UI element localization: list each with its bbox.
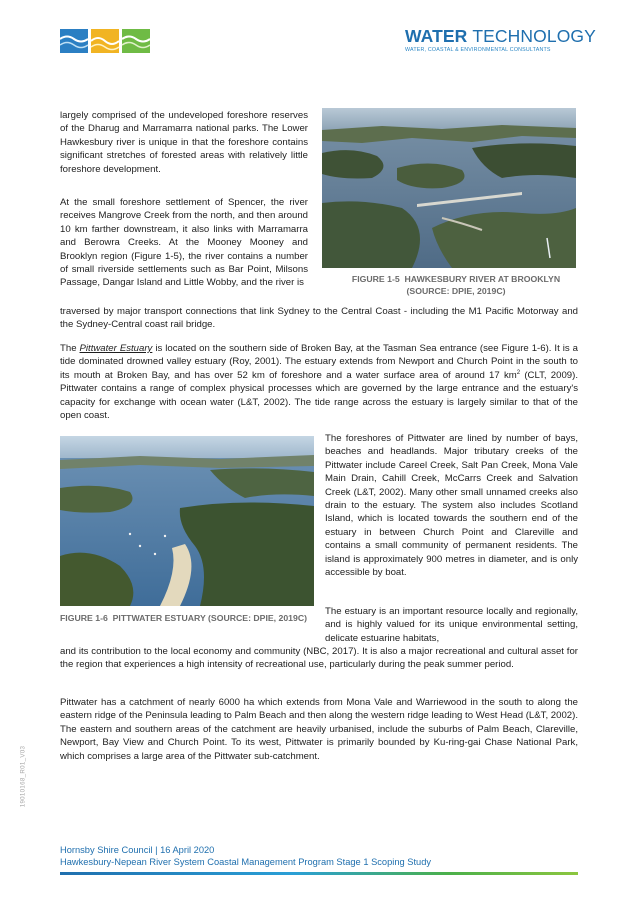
brand-title: WATER TECHNOLOGY bbox=[405, 26, 596, 46]
company-logo-graphic bbox=[60, 27, 150, 55]
paragraph-lower-hawkesbury: largely comprised of the undeveloped foreshore reserves of the Dharug and Marramarra national parks. The Lower Hawkesbury river is unique in that the foreshore contains significant stretches of forested areas with relatively little foreshore development. bbox=[60, 110, 308, 175]
footer-report-title: Hawkesbury-Nepean River System Coastal Management Program Stage 1 Scoping Study bbox=[60, 856, 432, 867]
footer-divider bbox=[60, 872, 578, 875]
paragraph-spencer: At the small foreshore settlement of Spencer, the river receives Mangrove Creek from the north, and then around 10 km farther downstream, it also links with Marramarra and Berowra Creeks. At the Mooney Mooney and Brooklyn region (Figure 1-5), the river contains a number of small riverside settlements such as Bar Point, Milsons Passage, Dangar Island and Little Wobby, and the river is bbox=[60, 197, 308, 289]
brand-logo bbox=[405, 26, 596, 53]
figure-1-5-caption: FIGURE 1-5 HAWKESBURY RIVER AT BROOKLYN (SOURCE: DPIE, 2019C) bbox=[351, 274, 561, 296]
photo-pittwater-estuary bbox=[60, 436, 314, 606]
paragraph-pittwater-estuary: The Pittwater Estuary is located on the southern side of Broken Bay, at the Tasman Sea entrance (see Figure 1-6). It is a tide dominated drowned valley estuary (Roy, 2001). The estuary extends from Newport and Church Point in the south to its mouth at Broken Bay, and has over 52 km of foreshore and a water surface area of around 17 $km^2$ (CLT, 2009). Pittwater contains a range of complex physical processes which are governed by the large entrance and the estuary's capacity for exchange with ocean water (L&T, 2002). The tide range across the estuary is largely similar to that of the open coast. bbox=[60, 343, 578, 422]
paragraph-catchment: Pittwater has a catchment of nearly 6000 ha which extends from Mona Vale and Warriewood in the south to along the eastern ridge of the Peninsula leading to Palm Beach and then along the western ridge leading to West Head (L&T, 2002). The eastern and southern areas of the catchment are heavily urbanised, include the suburbs of Palm Beach, Clareville, Newport, Bay View and Church Point. To its west, Pittwater is primarily bounded by Ku-ring-gai Chase National Park, which comprises a large area of the Pittwater sub-catchment. bbox=[60, 697, 578, 762]
footer-client-date: Hornsby Shire Council | 16 April 2020 bbox=[60, 845, 215, 855]
paragraph-resource: The estuary is an important resource locally and regionally, and is highly valued for its unique environmental setting, delicate estuarine habitats, bbox=[325, 606, 578, 644]
brand-tagline: WATER, COASTAL & ENVIRONMENTAL CONSULTANTS bbox=[405, 47, 551, 53]
photo-hawkesbury-river-brooklyn bbox=[322, 108, 576, 268]
paragraph-foreshores: The foreshores of Pittwater are lined by number of bays, beaches and headlands. Major tributary creeks of the Pittwater include Careel Creek, Salt Pan Creek, Mona Vale Main Drain, Cahill Creek, McCarrs Creek and Salvation Creek (L&T, 2002). Many other small unnamed creeks also drain to the estuary. The system also includes Scotland Island, which is located towards the southern end of the estuary in between Church Point and Clareville and contains a small community of permanent residents. The island is approximately 900 metres in diameter, and is only accessible by boat. bbox=[325, 433, 578, 579]
pittwater-estuary-link[interactable]: Pittwater Estuary bbox=[79, 343, 153, 354]
paragraph-economy: and its contribution to the local economy and community (NBC, 2017). It is also a major recreational and cultural asset for the region that experiences a high intensity of recreational use, particularly during the peak summer period. bbox=[60, 646, 578, 671]
figure-1-6-caption: FIGURE 1-6 PITTWATER ESTUARY (SOURCE: DPIE, 2019C) bbox=[60, 613, 307, 623]
figure-1-5-number: FIGURE 1-5 bbox=[351, 274, 400, 284]
document-reference: 19010168_R01_V03 bbox=[19, 745, 27, 808]
figure-1-6-number: FIGURE 1-6 bbox=[60, 613, 108, 623]
paragraph-transport: traversed by major transport connections that link Sydney to the Central Coast - including the M1 Pacific Motorway and the Sydney-Central coast rail bridge. bbox=[60, 306, 578, 331]
footer bbox=[60, 845, 431, 868]
